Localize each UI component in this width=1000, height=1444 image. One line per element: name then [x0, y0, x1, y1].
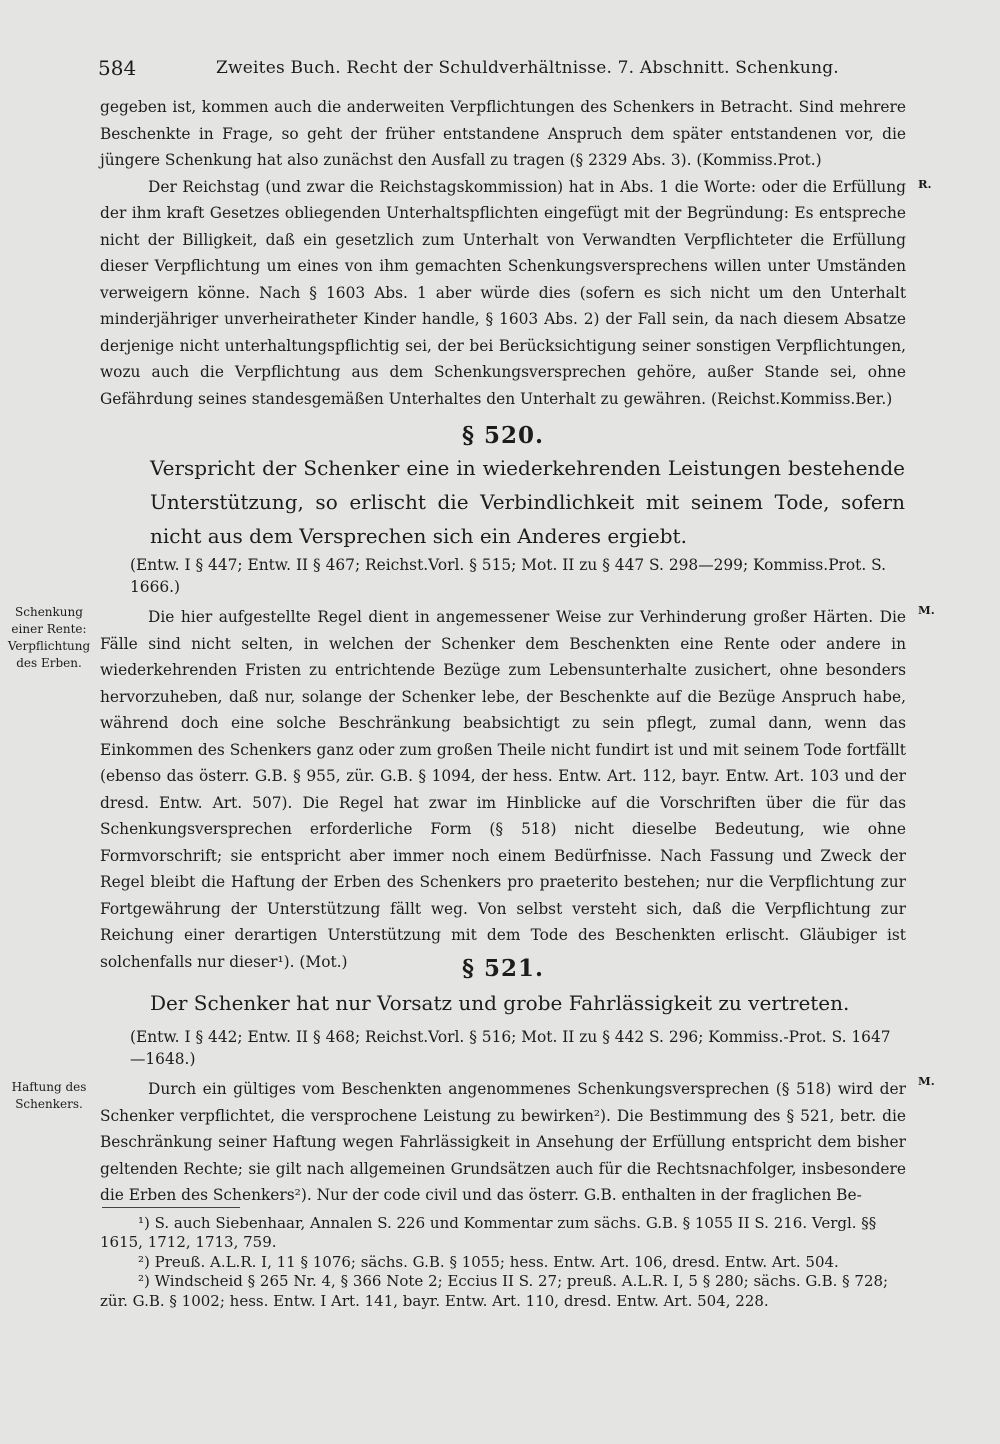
section-520-statute: Verspricht der Schenker eine in wiederkehrenden Leistungen bestehende Unterstützung, so erlischt die Verbindlichkeit mit seinem Tode, sofern nicht aus dem Versprechen sich ein Anderes ergiebt.: [150, 456, 905, 548]
footnote-rule: [102, 1207, 240, 1208]
margin-tag-motive-520: M.: [918, 603, 935, 617]
section-521-commentary: [100, 1076, 906, 1209]
section-520-references: (Entw. I § 447; Entw. II § 467; Reichst.Vorl. § 515; Mot. II zu § 447 S. 298—299; Kommiss.Prot. S. 1666.): [130, 556, 887, 596]
commentary-paragraph-521: Durch ein gültiges vom Beschenkten angenommenes Schenkungsversprechen (§ 518) wird der Schenker verpflichtet, die versprochene Leistung zu bewirken²). Die Bestimmung des § 521, betr. die Beschränkung seiner Haftung wegen Fahrlässigkeit in Ansehung der Erfüllung entspricht dem bisher geltenden Rechte; sie gilt nach allgemeinen Grundsätzen auch für die Rechtsnachfolger, insbesondere die Erben des Schenkers²). Nur der code civil und das österr. G.B. enthalten in der fraglichen Be-: [100, 1080, 906, 1204]
intro-paragraph-1: gegeben ist, kommen auch die anderweiten Verpflichtungen des Schenkers in Betracht. Sind mehrere Beschenkte in Frage, so geht der früher entstandene Anspruch dem später entstandenen vor, die jüngere Schenkung hat also zunächst den Ausfall zu tragen (§ 2329 Abs. 3). (Kommiss.Prot.): [100, 98, 906, 169]
section-520-commentary: [100, 604, 906, 975]
footnote-2: ²) Preuß. A.L.R. I, 11 § 1076; sächs. G.B. § 1055; hess. Entw. Art. 106, dresd. Entw. Art. 504.: [138, 1252, 839, 1271]
intro-paragraph-2: Der Reichstag (und zwar die Reichstagskommission) hat in Abs. 1 die Worte: oder die Erfüllung der ihm kraft Gesetzes obliegenden Unterhaltspflichten eingefügt mit der Begründung: Es entspreche nicht der Billigkeit, daß ein gesetzlich zum Unterhalt von Verwandten Verpflichteter die Erfüllung dieser Verpflichtung um eines von ihm gemachten Schenkungsversprechens willen unter Umständen verweigern könne. Nach § 1603 Abs. 1 aber würde dies (sofern es sich nicht um den Unterhalt minderjähriger unverheiratheter Kinder handle, § 1603 Abs. 2) der Fall sein, da nach diesem Absatze derjenige nicht unterhaltungspflichtig sei, der bei Berücksichtigung seiner sonstigen Verpflichtungen, wozu auch die Verpflichtung aus dem Schenkungsversprechen gehöre, außer Stande sei, ohne Gefährdung seines standesgemäßen Unterhaltes den Unterhalt zu gewähren. (Reichst.Kommiss.Ber.): [100, 177, 906, 408]
footnote-1: ¹) S. auch Siebenhaar, Annalen S. 226 und Kommentar zum sächs. G.B. § 1055 II S. 216. Vergl. §§ 1615, 1712, 1713, 759.: [100, 1214, 877, 1252]
footnotes: [100, 1214, 906, 1311]
page-number: 584: [98, 56, 137, 80]
intro-block: [100, 94, 906, 412]
margin-note-rente: Schenkung einer Rente: Verpflichtung des Erben.: [7, 605, 91, 670]
commentary-paragraph-520: Die hier aufgestellte Regel dient in angemessener Weise zur Verhinderung großer Härten. Die Fälle sind nicht selten, in welchen der Schenker dem Beschenkten eine Rente oder andere in wiederkehrenden Fristen zu entrichtende Bezüge zum Lebensunterhalte zusichert, ohne besonders hervorzuheben, daß nur, solange der Schenker lebe, der Beschenkte auf die Bezüge Anspruch habe, während doch eine solche Beschränkung beabsichtigt zu sein pflegt, zumal dann, wenn das Einkommen des Schenkers ganz oder zum großen Theile nicht fundirt ist und mit seinem Tode fortfällt (ebenso das österr. G.B. § 955, zür. G.B. § 1094, der hess. Entw. Art. 112, bayr. Entw. Art. 103 und der dresd. Entw. Art. 507). Die Regel hat zwar im Hinblicke auf die Vorschriften über die für das Schenkungsversprechen erforderliche Form (§ 518) nicht dieselbe Bedeutung, wie ohne Formvorschrift; sie entspricht aber immer noch einem Bedürfnisse. Nach Fassung und Zweck der Regel bleibt die Haftung der Erben des Schenkers pro praeterito bestehen; nur die Verpflichtung zur Fortgewährung der Unterstützung fällt weg. Von selbst versteht sich, daß die Verpflichtung zur Reichung einer derartigen Unterstützung mit dem Tode des Beschenkten erlischt. Gläubiger ist solchenfalls nur dieser¹). (Mot.): [100, 608, 906, 971]
footnote-3: ²) Windscheid § 265 Nr. 4, § 366 Note 2; Eccius II S. 27; preuß. A.L.R. I, 5 § 280; sächs. G.B. § 728; zür. G.B. § 1002; hess. Entw. I Art. 141, bayr. Entw. Art. 110, dresd. Entw. Art. 504, 228.: [100, 1272, 889, 1310]
margin-tag-motive-521: M.: [918, 1074, 935, 1088]
margin-note-haftung: Haftung des Schenkers.: [11, 1080, 87, 1111]
running-title: Zweites Buch. Recht der Schuldverhältnisse. 7. Abschnitt. Schenkung.: [216, 58, 839, 78]
section-521-statute: Der Schenker hat nur Vorsatz und grobe Fahrlässigkeit zu vertreten.: [150, 991, 850, 1015]
section-520-heading: § 520.: [461, 422, 545, 449]
section-521-heading: § 521.: [461, 955, 545, 982]
section-521-references: (Entw. I § 442; Entw. II § 468; Reichst.Vorl. § 516; Mot. II zu § 442 S. 296; Kommiss.-Prot. S. 1647—1648.): [130, 1028, 891, 1068]
margin-tag-reichstag: R.: [918, 177, 932, 191]
page-header: [98, 56, 898, 88]
